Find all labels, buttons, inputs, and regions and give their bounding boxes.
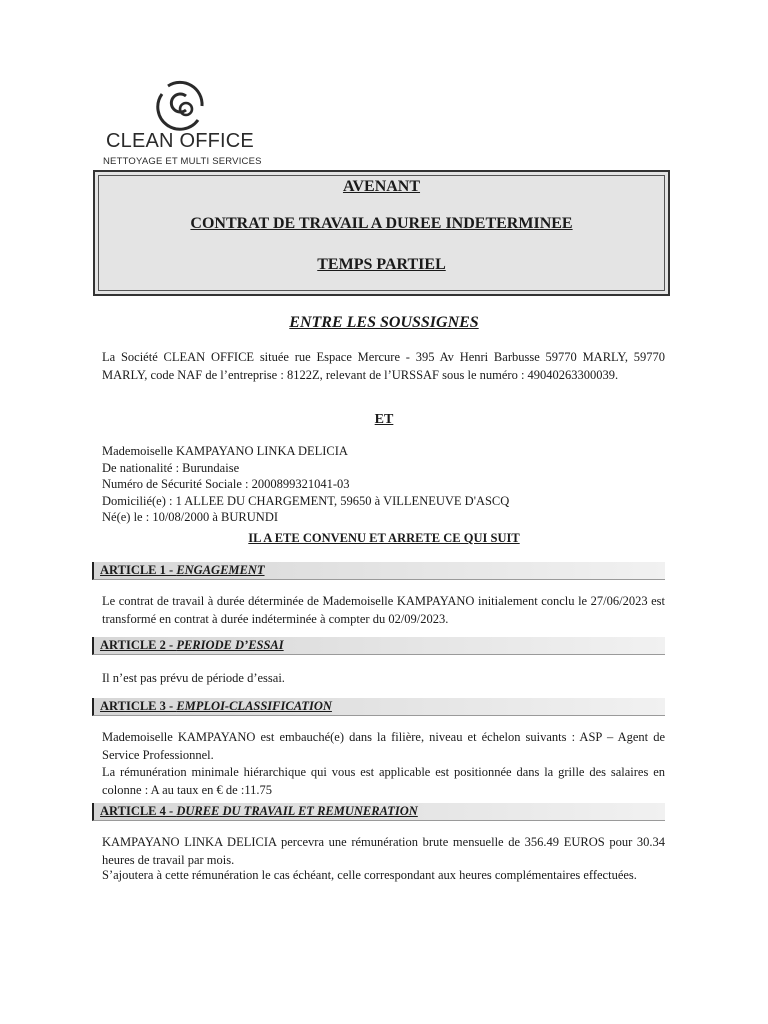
contract-type: CONTRAT DE TRAVAIL A DUREE INDETERMINEE <box>190 215 573 232</box>
parties-heading: ENTRE LES SOUSSIGNES <box>289 314 479 331</box>
article-3-label: ARTICLE 3 - <box>100 699 177 713</box>
article-1-subject: ENGAGEMENT <box>176 563 265 577</box>
employee-social-security: Numéro de Sécurité Sociale : 2000899321041-03 <box>102 477 350 491</box>
company-name: CLEAN OFFICE <box>106 130 254 152</box>
agreement-heading: IL A ETE CONVENU ET ARRETE CE QUI SUIT <box>248 531 520 545</box>
article-1-body: Le contrat de travail à durée déterminée de Mademoiselle KAMPAYANO initialement conclu le 27/06/2023 est transformé en contrat à durée indéterminée à compter du 02/09/2023. <box>102 594 665 626</box>
company-tagline: NETTOYAGE ET MULTI SERVICES <box>103 156 262 167</box>
article-2-body: Il n’est pas prévu de période d’essai. <box>102 671 285 685</box>
employee-address: Domicilié(e) : 1 ALLEE DU CHARGEMENT, 59650 à VILLENEUVE D'ASCQ <box>102 494 510 508</box>
article-1-header <box>92 562 665 580</box>
employee-birth: Né(e) le : 10/08/2000 à BURUNDI <box>102 510 279 524</box>
contract-time-type: TEMPS PARTIEL <box>317 256 446 273</box>
company-logo <box>100 74 270 170</box>
article-2-header <box>92 637 665 655</box>
article-3-title <box>100 699 332 714</box>
title-box <box>93 170 670 296</box>
article-3-body-salary-grid: La rémunération minimale hiérarchique qui vous est applicable est positionnée dans la grille des salaires en colonne : A au taux en € de :11.75 <box>102 765 665 797</box>
article-3-body-classification: Mademoiselle KAMPAYANO est embauché(e) dans la filière, niveau et échelon suivants : ASP – Agent de Service Professionnel. <box>102 730 665 762</box>
article-3-subject: EMPLOI-CLASSIFICATION <box>176 699 332 713</box>
clean-office-logo-icon <box>152 76 208 132</box>
article-4-header <box>92 803 665 821</box>
article-2-label: ARTICLE 2 - <box>100 638 177 652</box>
article-4-body-remuneration: KAMPAYANO LINKA DELICIA percevra une rémunération brute mensuelle de 356.49 EUROS pour 30.34 heures de travail par mois. <box>102 835 665 867</box>
article-4-label: ARTICLE 4 - <box>100 804 177 818</box>
employee-name: Mademoiselle KAMPAYANO LINKA DELICIA <box>102 444 348 458</box>
document-title: AVENANT <box>342 178 421 195</box>
article-4-body-extra-hours: S’ajoutera à cette rémunération le cas échéant, celle correspondant aux heures complémentaires effectuées. <box>102 868 637 882</box>
employee-nationality: De nationalité : Burundaise <box>102 461 240 475</box>
article-1-label: ARTICLE 1 - <box>100 563 177 577</box>
article-1-title <box>100 563 265 578</box>
employer-paragraph: La Société CLEAN OFFICE située rue Espace Mercure - 395 Av Henri Barbusse 59770 MARLY, 59770 MARLY, code NAF de l’entreprise : 8122Z, relevant de l’URSSAF sous le numéro : 49040263300039. <box>102 350 665 382</box>
and-heading: ET <box>374 412 394 427</box>
article-3-header <box>92 698 665 716</box>
article-2-subject: PERIODE D’ESSAI <box>176 638 284 652</box>
article-4-subject: DUREE DU TRAVAIL ET REMUNERATION <box>176 804 418 818</box>
article-4-title <box>100 804 418 819</box>
article-2-title <box>100 638 284 653</box>
